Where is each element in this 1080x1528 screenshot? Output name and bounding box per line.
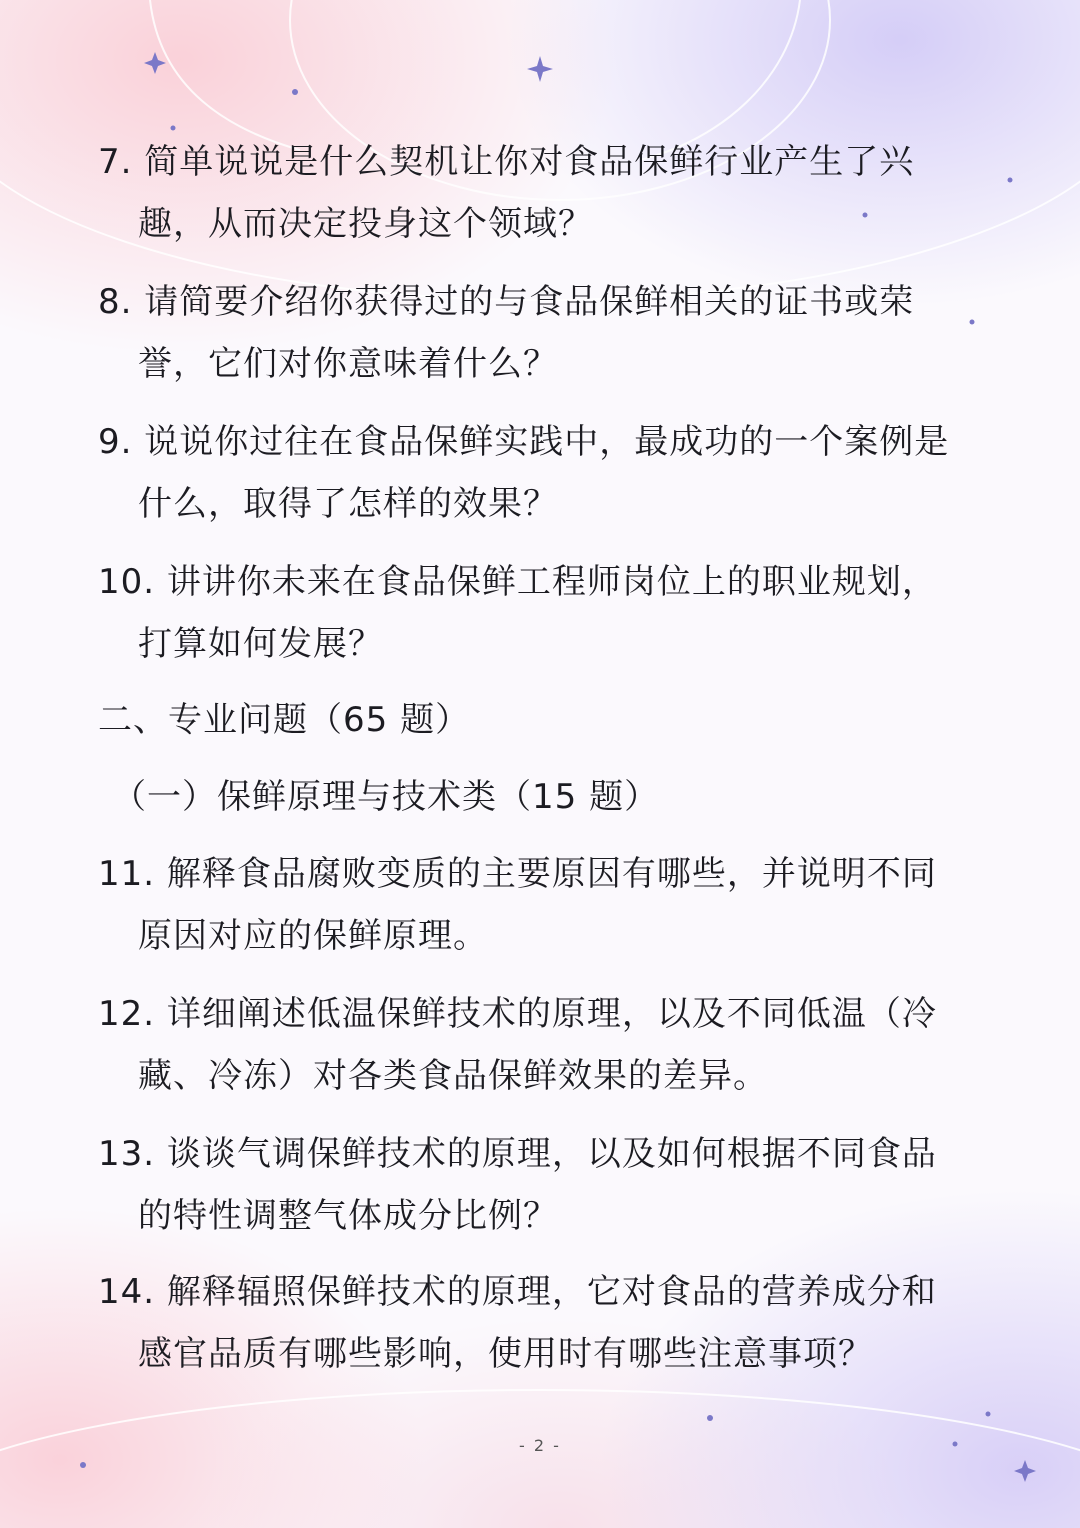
question-8-line1: 8. 请简要介绍你获得过的与食品保鲜相关的证书或荣 [98,282,915,322]
question-7-line1: 7. 简单说说是什么契机让你对食品保鲜行业产生了兴 [98,142,915,182]
question-10-line2: 打算如何发展？ [138,624,383,664]
section-heading: 二、专业问题（65 题） [98,700,471,740]
question-12-line1: 12. 详细阐述低温保鲜技术的原理，以及不同低温（冷 [98,994,937,1034]
question-11-line2: 原因对应的保鲜原理。 [138,916,488,956]
page-number: - 2 - [519,1436,561,1455]
question-10-line1: 10. 讲讲你未来在食品保鲜工程师岗位上的职业规划， [98,562,937,602]
question-7-line2: 趣，从而决定投身这个领域？ [138,204,593,244]
question-14-line1: 14. 解释辐照保鲜技术的原理，它对食品的营养成分和 [98,1272,937,1312]
question-9-line2: 什么，取得了怎样的效果？ [138,484,558,524]
question-12-line2: 藏、冷冻）对各类食品保鲜效果的差异。 [138,1056,768,1096]
subsection-heading: （一）保鲜原理与技术类（15 题） [112,777,660,817]
question-14-line2: 感官品质有哪些影响，使用时有哪些注意事项？ [138,1334,873,1374]
question-11-line1: 11. 解释食品腐败变质的主要原因有哪些，并说明不同 [98,854,937,894]
question-13-line1: 13. 谈谈气调保鲜技术的原理，以及如何根据不同食品 [98,1134,937,1174]
question-8-line2: 誉，它们对你意味着什么？ [138,344,558,384]
question-9-line1: 9. 说说你过往在食品保鲜实践中，最成功的一个案例是 [98,422,950,462]
question-13-line2: 的特性调整气体成分比例？ [138,1196,558,1236]
